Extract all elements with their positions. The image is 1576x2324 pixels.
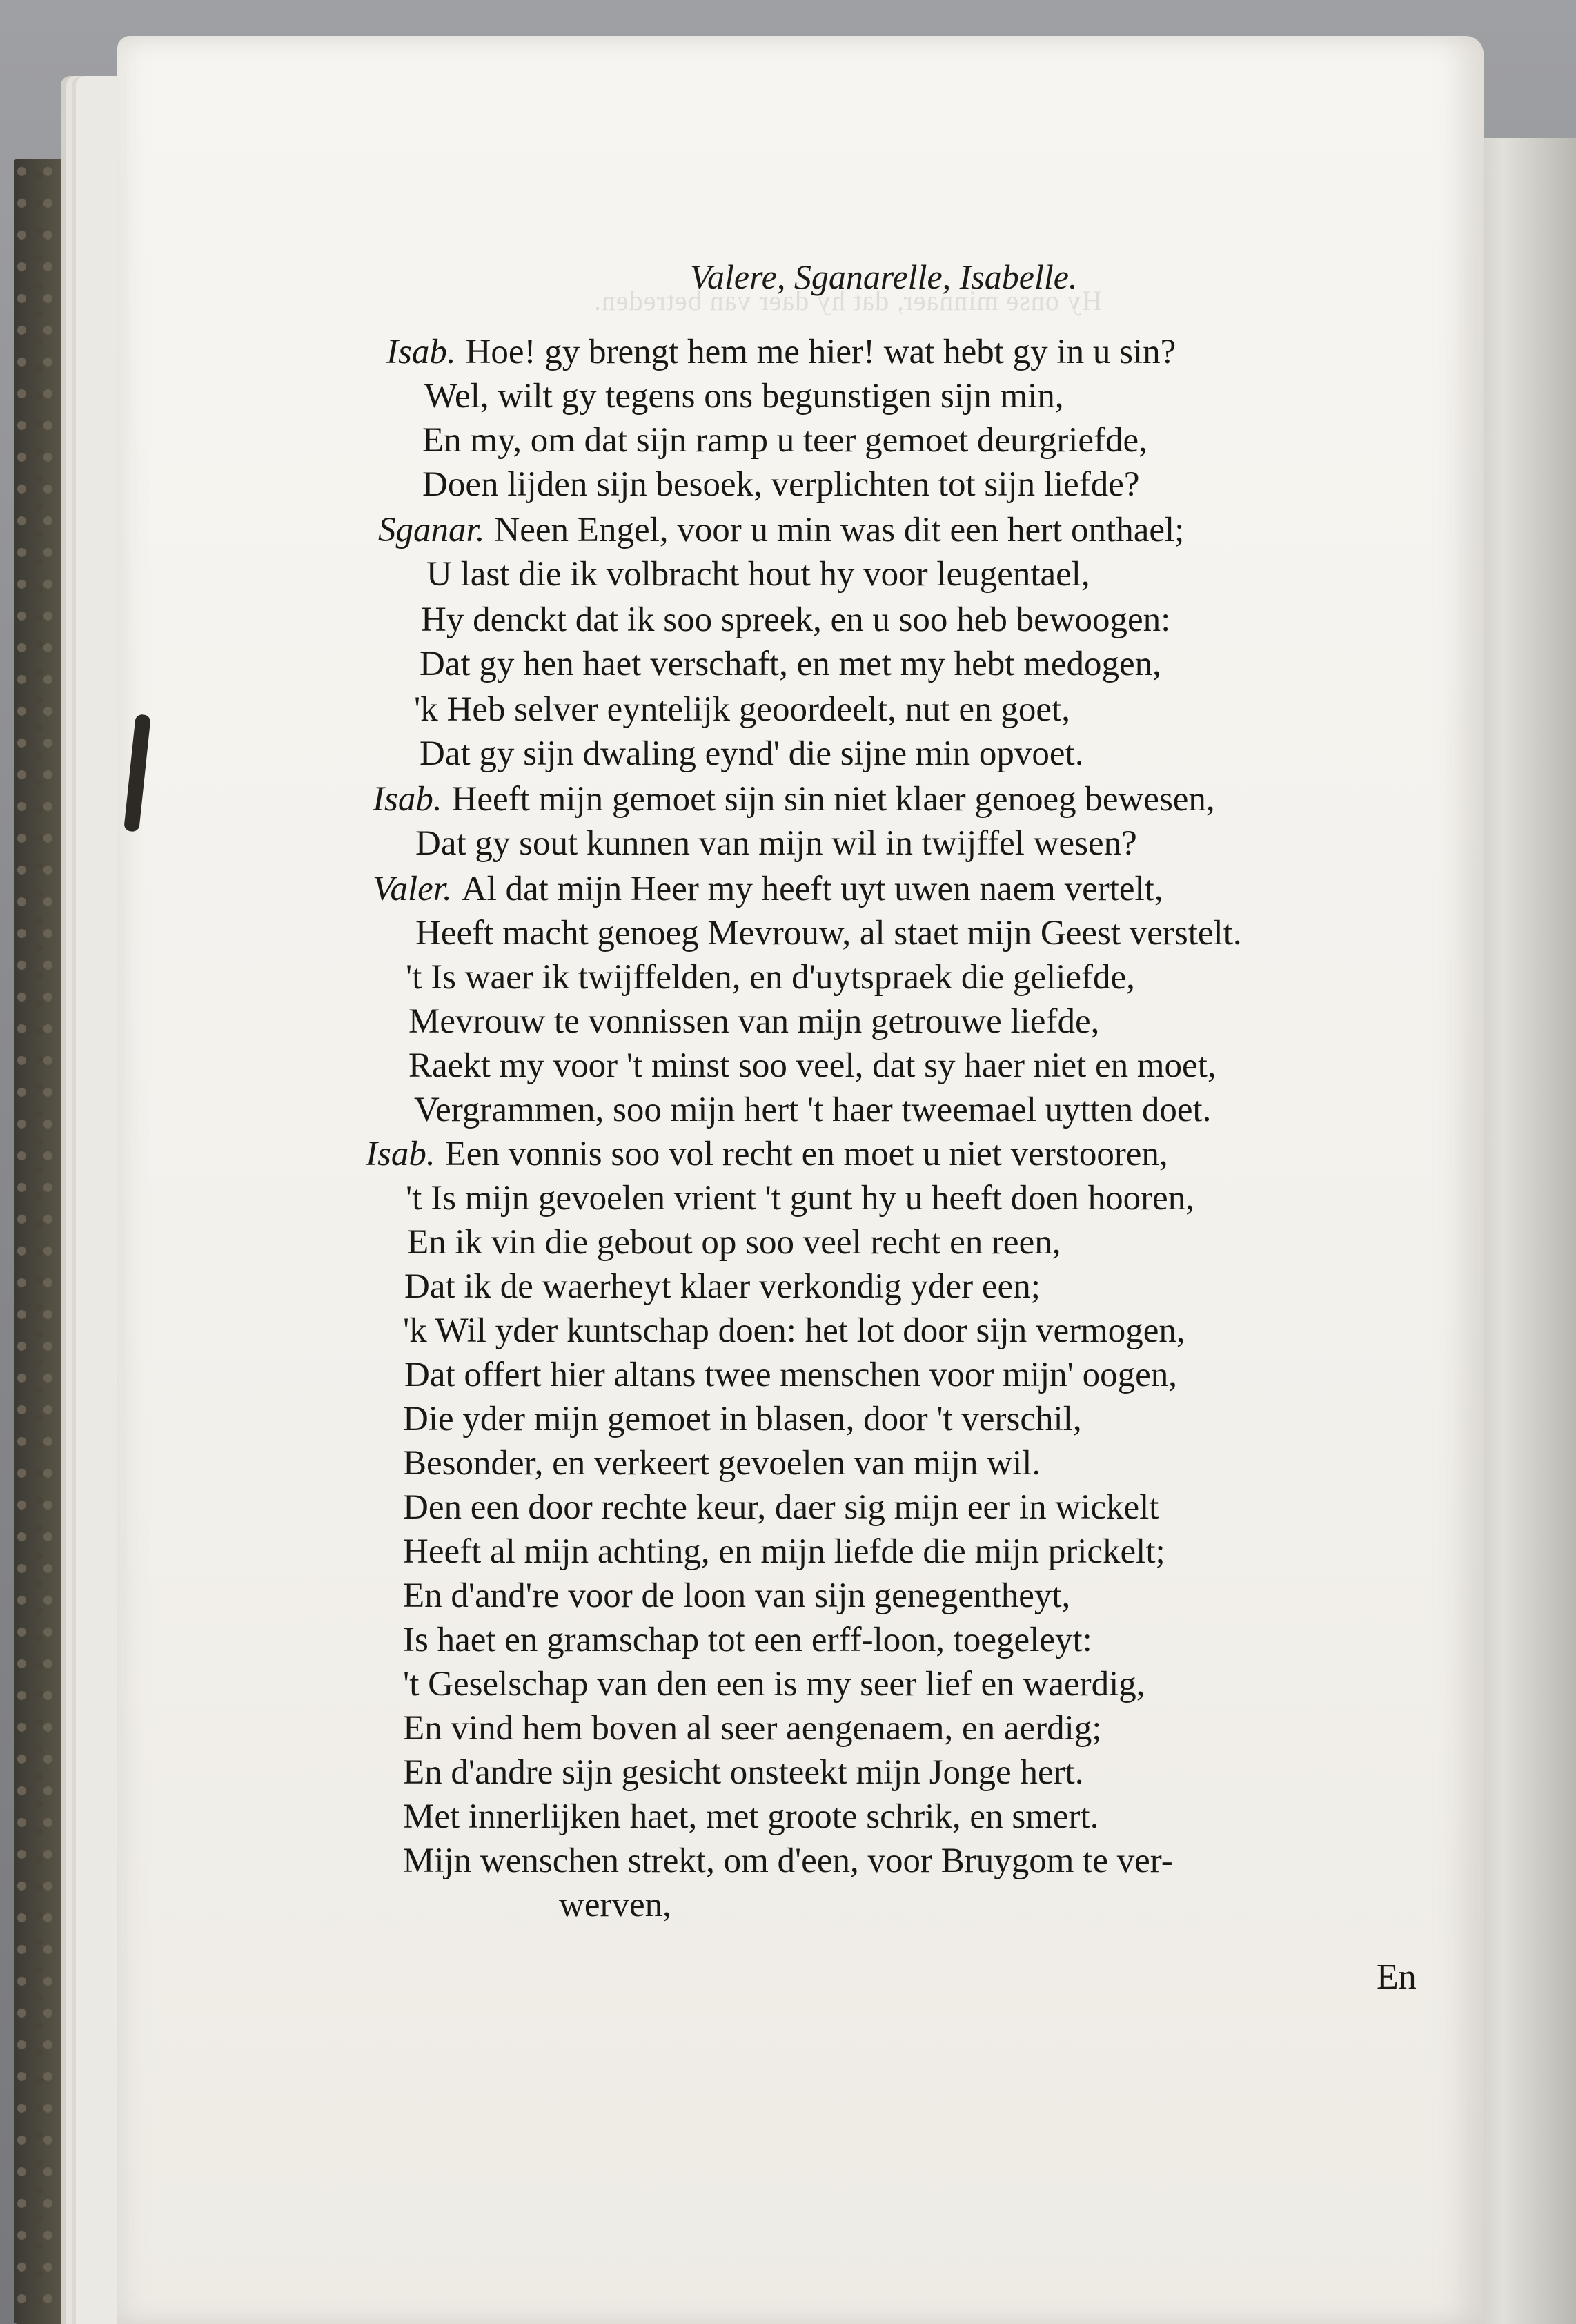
verse-line: [403, 1487, 1159, 1528]
verse-line: [406, 1178, 1194, 1219]
line-text: 't Is mijn gevoelen vrient 't gunt hy u heeft doen hooren,: [406, 1179, 1194, 1218]
verse-line: [404, 1266, 1041, 1307]
verse-line: [420, 733, 1083, 774]
line-text: 't Is waer ik twijffelden, en d'uytspraek die geliefde,: [406, 958, 1135, 997]
line-text: Die yder mijn gemoet in blasen, door 't verschil,: [403, 1400, 1082, 1438]
line-text: Dat gy hen haet verschaft, en met my hebt medogen,: [420, 645, 1161, 683]
verse-line: [403, 1708, 1102, 1749]
verse-line: [378, 509, 1184, 551]
verse-line: [422, 420, 1147, 461]
verse-line: [559, 1884, 671, 1926]
line-text: En vind hem boven al seer aengenaem, en aerdig;: [403, 1709, 1102, 1748]
verse-line: [403, 1663, 1145, 1705]
line-text: werven,: [559, 1886, 671, 1924]
line-text: Hy denckt dat ik soo spreek, en u soo heb bewoogen:: [421, 600, 1171, 639]
line-text: Heeft mijn gemoet sijn sin niet klaer genoeg bewesen,: [451, 780, 1215, 819]
line-text: Dat gy sijn dwaling eynd' die sijne min opvoet.: [420, 734, 1084, 773]
verse-line: [403, 1443, 1041, 1484]
line-text: En my, om dat sijn ramp u teer gemoet deurgriefde,: [422, 421, 1147, 460]
verse-line: [373, 868, 1163, 910]
verse-line: [403, 1796, 1099, 1837]
line-text: En ik vin die gebout op soo veel recht en reen,: [407, 1223, 1061, 1262]
speaker-label: Isab.: [373, 780, 442, 819]
verse-line: [373, 779, 1215, 820]
line-text: Besonder, en verkeert gevoelen van mijn wil.: [403, 1444, 1041, 1483]
line-text: Den een door rechte keur, daer sig mijn eer in wickelt: [403, 1488, 1159, 1527]
line-text: Neen Engel, voor u min was dit een hert onthael;: [494, 511, 1185, 549]
line-text: Vergrammen, soo mijn hert 't haer tweemael uytten doet.: [414, 1091, 1212, 1129]
speaker-label: Isab.: [366, 1135, 435, 1173]
verse-line: [403, 1619, 1092, 1661]
line-text: Mijn wenschen strekt, om d'een, voor Bruygom te ver-: [403, 1842, 1173, 1880]
bleed-through-text: Hy onse minnaer, dat hy daer van betreden.: [593, 285, 1102, 316]
speaker-label: Sganar.: [378, 511, 485, 549]
line-text: 'k Heb selver eyntelijk geoordeelt, nut en goet,: [414, 690, 1070, 729]
verse-line: [403, 1531, 1165, 1572]
verse-line: [415, 912, 1242, 954]
catchword: En: [1377, 1957, 1417, 1997]
line-text: Hoe! gy brengt hem me hier! wat hebt gy in u sin?: [465, 333, 1176, 371]
line-text: Al dat mijn Heer my heeft uyt uwen naem vertelt,: [461, 870, 1163, 908]
line-text: En d'andre sijn gesicht onsteekt mijn Jonge hert.: [403, 1753, 1084, 1792]
verse-line: [403, 1752, 1083, 1793]
line-text: Met innerlijken haet, met groote schrik, en smert.: [403, 1797, 1099, 1836]
verse-line: [403, 1310, 1185, 1351]
verse-line: [424, 375, 1064, 417]
line-text: Wel, wilt gy tegens ons begunstigen sijn min,: [424, 377, 1064, 416]
verse-line: [366, 1133, 1168, 1175]
verse-line: [426, 554, 1090, 595]
speaker-label: Isab.: [386, 333, 456, 371]
verse-line: [386, 331, 1176, 373]
line-text: Doen lijden sijn besoek, verplichten tot sijn liefde?: [422, 465, 1140, 504]
verse-line: [421, 599, 1170, 641]
verse-line: [407, 1222, 1061, 1263]
line-text: Mevrouw te vonnissen van mijn getrouwe liefde,: [408, 1002, 1100, 1041]
verse-line: [403, 1398, 1082, 1440]
line-text: Dat gy sout kunnen van mijn wil in twijffel wesen?: [415, 824, 1137, 863]
verse-line: [403, 1840, 1173, 1882]
line-text: En d'and're voor de loon van sijn genegentheyt,: [403, 1576, 1071, 1615]
line-text: U last die ik volbracht hout hy voor leugentael,: [426, 555, 1090, 594]
verse-line: [408, 1001, 1099, 1042]
line-text: Heeft macht genoeg Mevrouw, al staet mijn Geest verstelt.: [415, 914, 1242, 953]
verse-line: [420, 643, 1161, 685]
verse-line: [406, 957, 1135, 998]
verse-line: [414, 1089, 1211, 1131]
line-text: Is haet en gramschap tot een erff-loon, toegeleyt:: [403, 1621, 1092, 1659]
line-text: 'k Wil yder kuntschap doen: het lot door sijn vermogen,: [403, 1311, 1185, 1350]
verse-line: [415, 823, 1137, 864]
line-text: Een vonnis soo vol recht en moet u niet verstooren,: [444, 1135, 1168, 1173]
verse-text: [366, 331, 1463, 1988]
speaker-label: Valer.: [373, 870, 452, 908]
line-text: Dat ik de waerheyt klaer verkondig yder een;: [404, 1267, 1041, 1306]
verse-line: [414, 689, 1070, 730]
line-text: Raekt my voor 't minst soo veel, dat sy haer niet en moet,: [408, 1046, 1217, 1085]
verse-line: [403, 1575, 1070, 1617]
verse-line: [408, 1045, 1217, 1086]
running-head: Valere, Sganarelle, Isabelle.: [690, 257, 1078, 296]
line-text: Heeft al mijn achting, en mijn liefde die mijn prickelt;: [403, 1532, 1165, 1571]
verse-line: [422, 464, 1140, 505]
line-text: Dat offert hier altans twee menschen voor mijn' oogen,: [404, 1356, 1177, 1394]
verse-line: [404, 1354, 1177, 1396]
line-text: 't Geselschap van den een is my seer lief en waerdig,: [403, 1665, 1145, 1703]
